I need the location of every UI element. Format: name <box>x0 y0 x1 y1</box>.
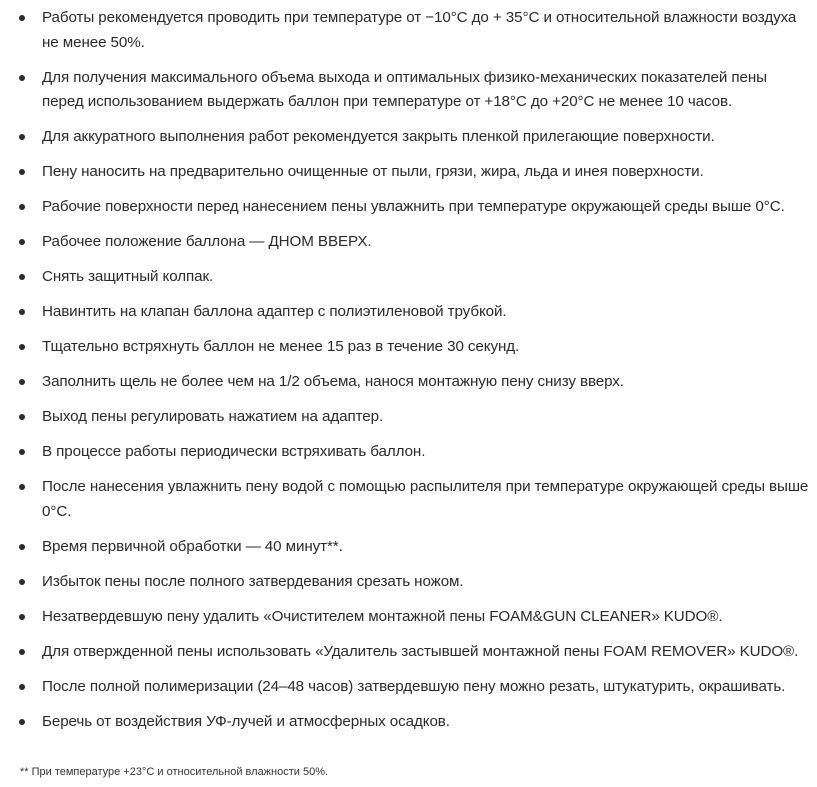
instructions-list <box>0 6 817 734</box>
list-item: Время первичной обработки — 40 минут**. <box>0 535 817 560</box>
list-item: Тщательно встряхнуть баллон не менее 15 раз в течение 30 секунд. <box>0 335 817 360</box>
list-item: Снять защитный колпак. <box>0 265 817 290</box>
list-item: После полной полимеризации (24–48 часов) затвердевшую пену можно резать, штукатурить, окрашивать. <box>0 675 817 700</box>
list-item: Выход пены регулировать нажатием на адаптер. <box>0 405 817 430</box>
list-item: Заполнить щель не более чем на 1/2 объема, нанося монтажную пену снизу вверх. <box>0 370 817 395</box>
list-item: В процессе работы периодически встряхивать баллон. <box>0 440 817 465</box>
footnote: ** При температуре +23°С и относительной влажности 50%. <box>20 766 329 778</box>
list-item: Рабочее положение баллона — ДНОМ ВВЕРХ. <box>0 230 817 255</box>
list-item: Для аккуратного выполнения работ рекомендуется закрыть пленкой прилегающие поверхности. <box>0 125 817 150</box>
list-item: Избыток пены после полного затвердевания срезать ножом. <box>0 570 817 595</box>
list-item: Для получения максимального объема выхода и оптимальных физико-механических показателей пены перед использованием выдержать баллон при температуре от +18°С до +20°С не менее 10 часов. <box>0 66 817 115</box>
list-item: Незатвердевшую пену удалить «Очистителем монтажной пены FOAM&GUN CLEANER» KUDO®. <box>0 605 817 630</box>
list-item: Навинтить на клапан баллона адаптер с полиэтиленовой трубкой. <box>0 300 817 325</box>
list-item: Беречь от воздействия УФ-лучей и атмосферных осадков. <box>0 710 817 735</box>
list-item: Для отвержденной пены использовать «Удалитель застывшей монтажной пены FOAM REMOVER» KUDO®. <box>0 640 817 665</box>
list-item: После нанесения увлажнить пену водой с помощью распылителя при температуре окружающей среды выше 0°С. <box>0 475 817 524</box>
list-item: Рабочие поверхности перед нанесением пены увлажнить при температуре окружающей среды выше 0°С. <box>0 195 817 220</box>
list-item: Работы рекомендуется проводить при температуре от −10°С до + 35°С и относительной влажности воздуха не менее 50%. <box>0 6 817 55</box>
list-item: Пену наносить на предварительно очищенные от пыли, грязи, жира, льда и инея поверхности. <box>0 160 817 185</box>
